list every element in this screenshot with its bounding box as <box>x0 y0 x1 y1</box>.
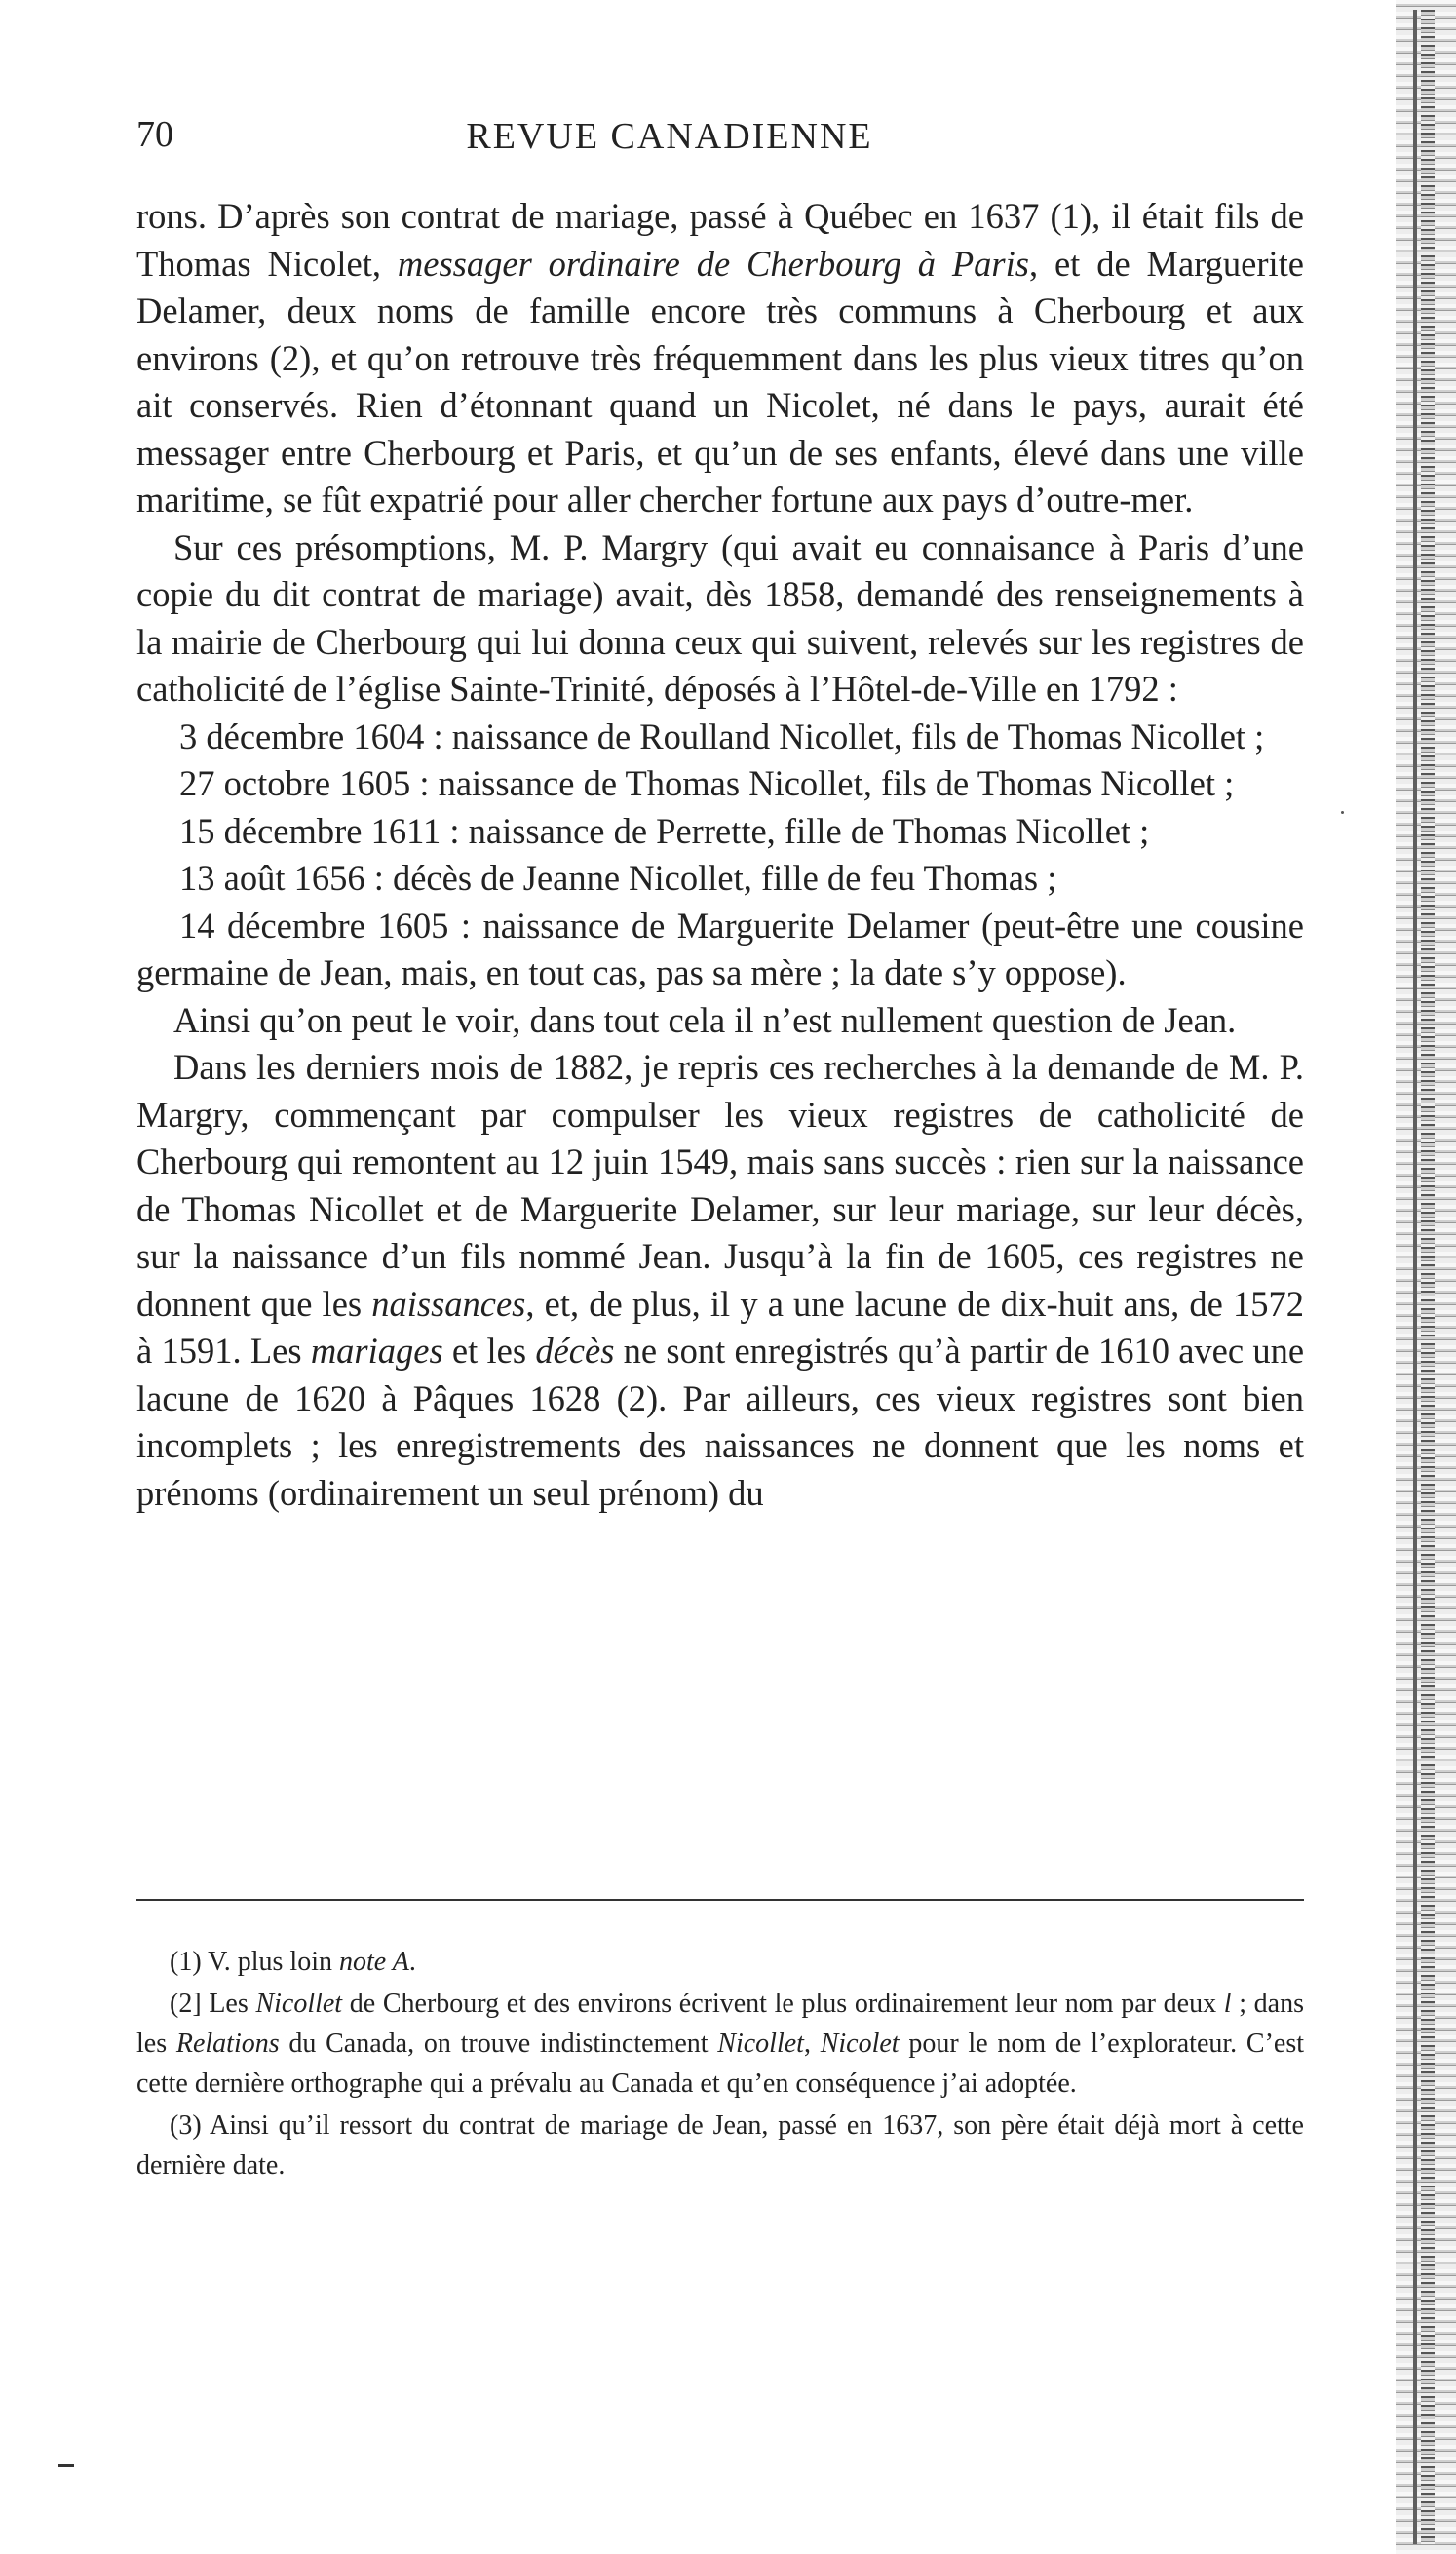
page-edge-line <box>1413 10 1417 2544</box>
register-entry: 27 octobre 1605 : naissance de Thomas Nicollet, fils de Thomas Nicollet ; <box>179 763 1235 803</box>
footnote-divider <box>136 1899 1304 1901</box>
paragraph-1 <box>136 193 1304 524</box>
footnote-2-italic-3: Relations <box>175 2029 280 2059</box>
footnote-2-part-c: ; dans les <box>136 1989 1304 2059</box>
paragraph-4-part-a: Dans les derniers mois de 1882, je repris ces recherches à la demande de M. P. Margry, commençant par compulser les vieux registres de catholicité de Cherbourg qui remontent au 12 juin 1549, mais sans succès : rien sur la naissance de Thomas Nicollet et de Marguerite Delamer, sur leur mariage, sur leur décès, sur la naissance d’un fils nommé Jean. Jusqu’à la fin de 1605, ces registres ne donnent que les <box>136 1047 1304 1324</box>
page-number: 70 <box>136 114 173 155</box>
footnote-2-part-f: pour le nom de l’explorateur. C’est cette dernière orthographe qui a prévalu au Canada et qu’en conséquence j’ai adoptée. <box>136 2029 1305 2099</box>
paragraph-2: Sur ces présomptions, M. P. Margry (qui avait eu connaisance à Paris d’une copie du dit contrat de mariage) avait, dès 1858, demandé des renseignements à la mairie de Cherbourg qui lui donna ceux qui suivent, relevés sur les registres de catholicité de l’église Sainte-Trinité, déposés à l’Hôtel-de-Ville en 1792 : <box>136 526 1304 709</box>
footnote-1-part-b: . <box>408 1947 416 1977</box>
footnote-2-italic-4: Nicollet <box>717 2029 804 2059</box>
footnote-2-part-d: du Canada, on trouve indistinctement <box>279 2029 718 2059</box>
paragraph-4 <box>136 1044 1304 1517</box>
scan-mark <box>58 2464 74 2467</box>
footnote-2-part-e: , <box>803 2029 821 2059</box>
register-entry: 3 décembre 1604 : naissance de Roulland Nicollet, fils de Thomas Nicollet ; <box>179 716 1265 756</box>
paragraph-4-italic-2: mariages <box>310 1331 443 1371</box>
footnote-1-italic: note A <box>339 1947 409 1977</box>
paragraph-1-italic: messager ordinaire de Cherbourg à Paris <box>397 243 1029 284</box>
running-title: REVUE CANADIENNE <box>466 116 873 157</box>
paragraph-1-part-a: rons. D’après son contrat de mariage, passé à Québec en 1637 (1), il était fils de Thomas Nicolet, <box>136 196 1304 284</box>
footnote-2-part-a: (2] Les <box>170 1989 256 2019</box>
footnote-2-italic-5: Nicolet <box>820 2029 900 2059</box>
main-text <box>136 193 1304 1517</box>
register-entry: 15 décembre 1611 : naissance de Perrette, fille de Thomas Nicollet ; <box>179 810 1150 851</box>
paragraph-1-part-b: , et de Marguerite Delamer, deux noms de famille encore très communs à Cherbourg et aux environs (2), et qu’on retrouve très fréquemment dans les plus vieux titres qu’on ait conservés. Rien d’étonnant quand un Nicolet, né dans le pays, aurait été messager entre Cherbourg et Paris, et qu’un de ses enfants, élevé dans une ville maritime, se fût expatrié pour aller chercher fortune aux pays d’outre-mer. <box>136 243 1305 520</box>
paragraph-4-italic-1: naissances <box>371 1283 526 1324</box>
paragraph-4-part-c: et les <box>442 1331 536 1371</box>
paragraph-4-part-d: ne sont enregistrés qu’à partir de 1610 avec une lacune de 1620 à Pâques 1628 (2). Par ailleurs, ces vieux registres sont bien incomplets ; les enregistrements des naissances ne donnent que les noms et prénoms (ordinairement un seul prénom) du <box>136 1331 1305 1513</box>
page-edge-texture <box>1421 10 1435 2544</box>
footnote-2-italic-1: Nicollet <box>255 1989 343 2019</box>
register-entry: 13 août 1656 : décès de Jeanne Nicollet, fille de feu Thomas ; <box>179 858 1057 898</box>
footnote-2 <box>136 1984 1304 2104</box>
footnote-1 <box>136 1942 1304 1982</box>
paragraph-3: Ainsi qu’on peut le voir, dans tout cela il n’est nullement question de Jean. <box>173 999 1237 1040</box>
paragraph-4-part-b: , et, de plus, il y a une lacune de dix-huit ans, de 1572 à 1591. Les <box>136 1283 1304 1371</box>
footnote-3: (3) Ainsi qu’il ressort du contrat de mariage de Jean, passé en 1637, son père était déjà mort à cette dernière date. <box>136 2110 1304 2181</box>
footnotes <box>136 1942 1304 2187</box>
footnote-2-part-b: de Cherbourg et des environs écrivent le plus ordinairement leur nom par deux <box>342 1989 1224 2019</box>
scan-speck <box>1341 811 1344 814</box>
footnote-1-part-a: (1) V. plus loin <box>170 1947 339 1977</box>
page-edge-shadow <box>1396 0 1456 2554</box>
paragraph-4-italic-3: décès <box>535 1331 615 1371</box>
register-entry: 14 décembre 1605 : naissance de Marguerite Delamer (peut-être une cousine germaine de Jean, mais, en tout cas, pas sa mère ; la date s’y oppose). <box>136 905 1304 992</box>
footnote-2-italic-2: l <box>1223 1989 1232 2019</box>
